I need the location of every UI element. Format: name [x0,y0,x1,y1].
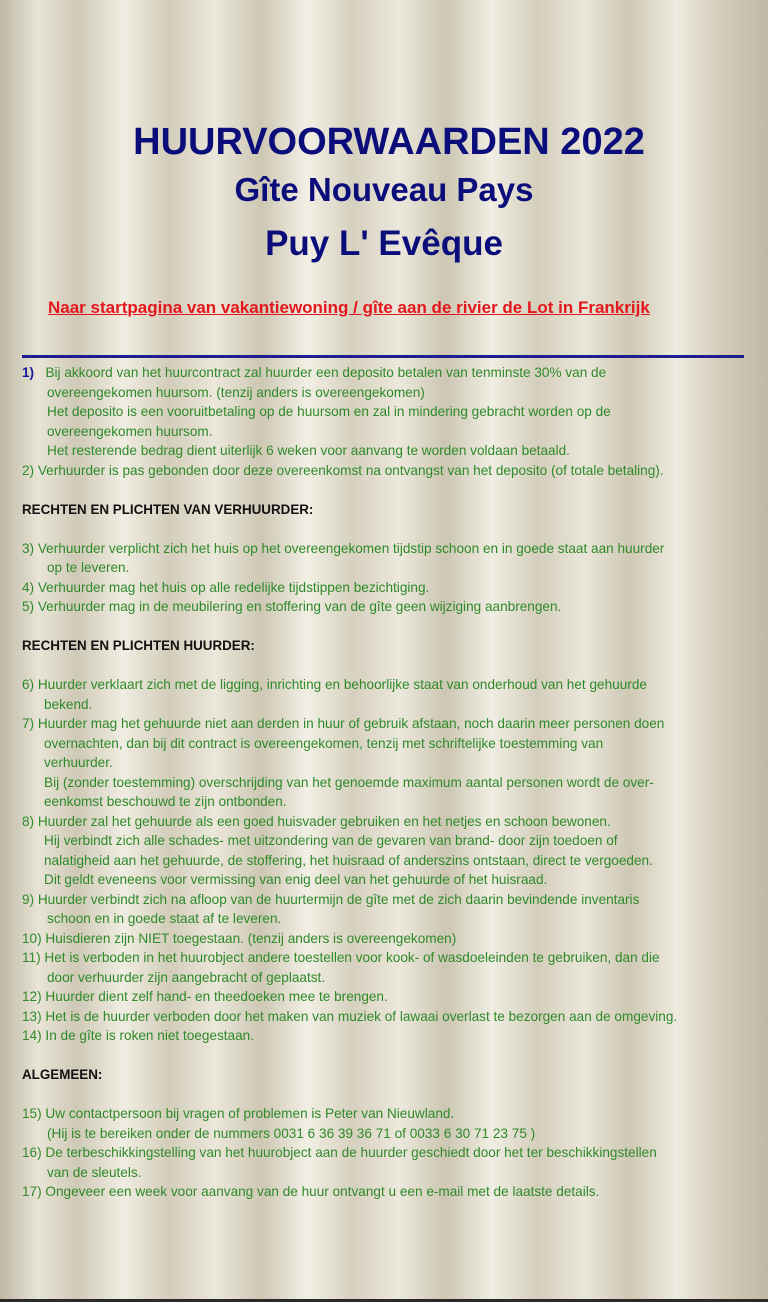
list-item: 15) Uw contactpersoon bij vragen of problemen is Peter van Nieuwland. [22,1106,455,1121]
condition-1-line-2: overeengekomen huursom. (tenzij anders is overeengekomen) [47,384,425,400]
list-item: schoon en in goede staat af te leveren. [47,911,282,926]
list-item: 10) Huisdieren zijn NIET toegestaan. (tenzij anders is overeengekomen) [22,930,457,946]
list-item: 14) In de gîte is roken niet toegestaan. [22,1028,255,1043]
conditions-body [22,363,748,1202]
list-item: Dit geldt eveneens voor vermissing van enig deel van het gehuurde of het huisraad. [44,872,548,887]
list-item: 6) Huurder verklaart zich met de ligging, inrichting en behoorlijke staat van onderhoud van het gehuurde [22,677,647,692]
list-item: overnachten, dan bij dit contract is overeengekomen, tenzij met schriftelijke toestemming van [44,735,604,751]
list-item: verhuurder. [44,755,113,770]
list-item: 9) Huurder verbindt zich na afloop van de huurtermijn de gîte met de zich daarin bevindende inventaris [22,891,640,907]
condition-2: 2) Verhuurder is pas gebonden door deze overeenkomst na ontvangst van het deposito (of totale betaling). [22,462,664,478]
section-header-algemeen: ALGEMEEN: [22,1067,103,1082]
list-item: 3) Verhuurder verplicht zich het huis op het overeengekomen tijdstip schoon en in goede staat aan huurder [22,540,665,556]
section-header-huurder: RECHTEN EN PLICHTEN HUURDER: [22,638,255,653]
section-header-verhuurder: RECHTEN EN PLICHTEN VAN VERHUURDER: [22,501,314,517]
list-item: Hij verbindt zich alle schades- met uitzondering van de gevaren van brand- door zijn toedoen of [44,833,618,848]
list-item: door verhuurder zijn aangebracht of geplaatst. [47,969,326,985]
list-item: eenkomst beschouwd te zijn ontbonden. [44,794,287,809]
page-subtitle-location: Puy L' Evêque [265,224,503,263]
list-item: 12) Huurder dient zelf hand- en theedoeken mee te brengen. [22,989,388,1004]
list-item: 11) Het is verboden in het huurobject andere toestellen voor kook- of wasdoeleinden te gebruiken, dan die [22,950,660,965]
list-item: nalatigheid aan het gehuurde, de stoffering, het huisraad of anderszins ontstaan, direct te vergoeden. [44,852,653,868]
divider-rule [22,355,744,358]
list-item: 16) De terbeschikkingstelling van het huurobject aan de huurder geschiedt door het ter beschikkingstellen [22,1145,657,1160]
condition-1-line-1: 1) Bij akkoord van het huurcontract zal huurder een deposito betalen van tenminste 30% van de [22,365,607,380]
list-item: bekend. [44,696,93,712]
title-block [0,118,768,266]
condition-1-line-5: Het resterende bedrag dient uiterlijk 6 weken voor aanvang te worden voldaan betaald. [47,443,570,458]
start-page-link[interactable]: Naar startpagina van vakantiewoning / gîte aan de rivier de Lot in Frankrijk [48,298,650,317]
list-item: 7) Huurder mag het gehuurde niet aan derden in huur of gebruik afstaan, noch daarin meer personen doen [22,716,665,731]
condition-1-line-4: overeengekomen huursom. [47,423,213,439]
page-subtitle-gite: Gîte Nouveau Pays [234,171,534,208]
list-item: op te leveren. [47,560,130,575]
page-title: HUURVOORWAARDEN 2022 [133,121,645,163]
list-item: 4) Verhuurder mag het huis op alle redelijke tijdstippen bezichtiging. [22,579,430,595]
condition-1-number: 1) [22,365,35,380]
list-item: 8) Huurder zal het gehuurde als een goed huisvader gebruiken en het netjes en schoon bewonen. [22,813,611,829]
condition-1-line-3: Het deposito is een vooruitbetaling op de huursom en zal in mindering gebracht worden op de [47,404,611,419]
list-item: Bij (zonder toestemming) overschrijding van het genoemde maximum aantal personen wordt de over- [44,774,654,790]
list-item: van de sleutels. [47,1164,142,1180]
contact-phone-numbers: (Hij is te bereiken onder de nummers 0031 6 36 39 36 71 of 0033 6 30 71 23 75 ) [47,1125,536,1141]
list-item: 17) Ongeveer een week voor aanvang van de huur ontvangt u een e-mail met de laatste details. [22,1184,600,1199]
list-item: 5) Verhuurder mag in de meubilering en stoffering van de gîte geen wijziging aanbrengen. [22,599,562,614]
list-item: 13) Het is de huurder verboden door het maken van muziek of lawaai overlast te bezorgen aan de omgeving. [22,1008,678,1024]
